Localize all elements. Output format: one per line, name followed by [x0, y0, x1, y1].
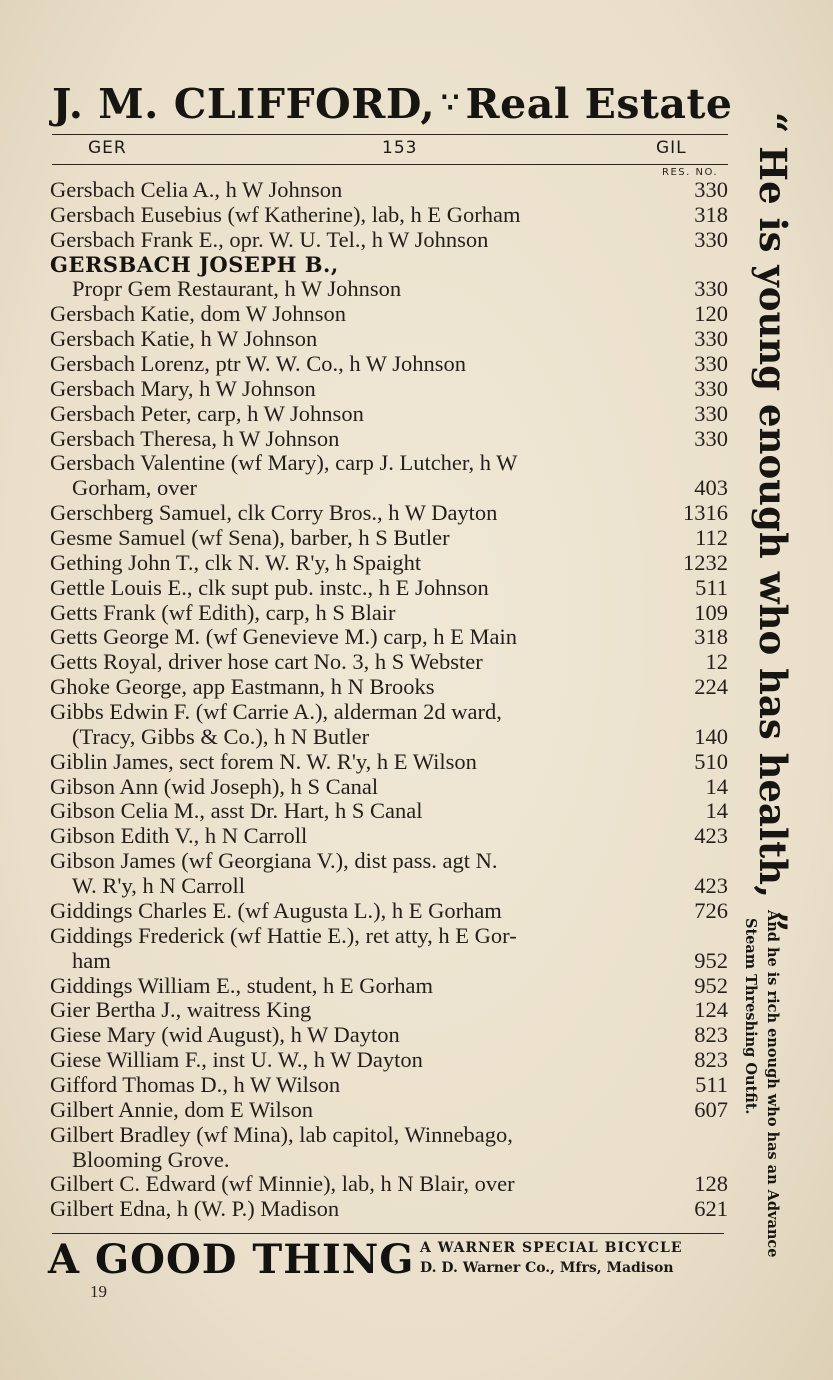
directory-entry [50, 253, 728, 303]
header-ad-name: J. M. CLIFFORD, [52, 80, 436, 128]
directory-entry [50, 1123, 728, 1173]
directory-entry [50, 302, 728, 327]
entry-text: Gersbach Peter, carp, h W Johnson [50, 400, 364, 426]
folio-number: 19 [90, 1282, 107, 1301]
entry-line [50, 675, 728, 700]
entry-line [50, 203, 728, 228]
entry-text: (Tracy, Gibbs & Co.), h N Butler [72, 723, 370, 749]
side-ad-line-2: Steam Threshing Outfit. [742, 918, 759, 1115]
residence-number: 511 [695, 1071, 728, 1097]
residence-number: 109 [694, 599, 728, 625]
residence-number: 330 [694, 375, 728, 401]
entry-line [50, 824, 728, 849]
directory-entry [50, 601, 728, 626]
side-advertisement-main: “ He is young enough who has health, ” [751, 112, 795, 933]
entry-text: Gier Bertha J., waitress King [50, 997, 312, 1023]
residence-number: 403 [694, 475, 728, 501]
directory-entry [50, 700, 728, 750]
entry-text: Gersbach Katie, dom W Johnson [50, 301, 346, 327]
residence-number: 511 [695, 574, 728, 600]
entry-text: Gibson Edith V., h N Carroll [50, 823, 308, 849]
entry-text: W. R'y, h N Carroll [72, 873, 246, 899]
entry-text: Gibson James (wf Georgiana V.), dist pass. agt N. [50, 848, 498, 874]
directory-entry [50, 824, 728, 849]
entry-text: Gersbach Katie, h W Johnson [50, 326, 318, 352]
entry-line [50, 228, 728, 253]
entry-line [50, 427, 728, 452]
entry-text: Blooming Grove. [72, 1146, 230, 1172]
directory-entry [50, 451, 728, 501]
entry-line [50, 899, 728, 924]
directory-entry [50, 501, 728, 526]
directory-entry [50, 899, 728, 924]
entry-text: Gorham, over [72, 475, 197, 501]
residence-number: 423 [694, 823, 728, 849]
residence-number: 224 [694, 674, 728, 700]
entry-line [50, 352, 728, 377]
entry-line [50, 1197, 728, 1222]
header-advertisement [52, 80, 732, 136]
residence-number: 330 [694, 177, 728, 202]
residence-number: 423 [694, 873, 728, 899]
residence-number-column-label: RES. NO. [662, 167, 719, 178]
entry-text: Gilbert C. Edward (wf Minnie), lab, h N Blair, over [50, 1171, 515, 1197]
entry-continuation-line [50, 874, 728, 899]
entry-text: Giddings William E., student, h E Gorham [50, 972, 434, 998]
entry-line [50, 576, 728, 601]
entry-line [50, 974, 728, 999]
entry-line [50, 1123, 728, 1148]
directory-entry [50, 650, 728, 675]
residence-number: 726 [694, 897, 728, 923]
entry-text: Gersbach Lorenz, ptr W. W. Co., h W Johnson [50, 351, 467, 377]
entry-text: Gersbach Mary, h W Johnson [50, 375, 316, 401]
footer-product: A WARNER SPECIAL BICYCLE [420, 1240, 683, 1256]
entry-line [50, 1048, 728, 1073]
entry-line [50, 451, 728, 476]
directory-entry [50, 675, 728, 700]
residence-number: 318 [694, 624, 728, 650]
entry-text: Giblin James, sect forem N. W. R'y, h E Wilson [50, 748, 477, 774]
entry-line [50, 1172, 728, 1197]
directory-entry [50, 750, 728, 775]
entry-text: Getts George M. (wf Genevieve M.) carp, h E Main [50, 624, 517, 650]
entry-text: Gifford Thomas D., h W Wilson [50, 1071, 341, 1097]
entry-continuation-line [50, 1148, 728, 1173]
directory-entry [50, 1098, 728, 1123]
residence-number: 330 [694, 400, 728, 426]
directory-entry [50, 974, 728, 999]
directory-entry [50, 526, 728, 551]
residence-number: 607 [694, 1096, 728, 1122]
entry-line [50, 700, 728, 725]
entry-line [50, 924, 728, 949]
entry-line [50, 1073, 728, 1098]
residence-number: 124 [694, 997, 728, 1023]
residence-number: 318 [694, 201, 728, 227]
entry-text: Gersbach Celia A., h W Johnson [50, 177, 343, 202]
footer-rule [52, 1233, 724, 1234]
entry-text: ham [72, 947, 111, 973]
directory-entry [50, 1172, 728, 1197]
directory-entry [50, 998, 728, 1023]
entry-text: Giese William F., inst U. W., h W Dayton [50, 1047, 423, 1073]
entry-line [50, 302, 728, 327]
residence-number: 621 [694, 1196, 728, 1222]
entry-continuation-line [50, 949, 728, 974]
entry-text: Propr Gem Restaurant, h W Johnson [72, 276, 402, 302]
header-rule-bottom [52, 164, 728, 165]
entry-line [50, 501, 728, 526]
header-ad-separator: ∵ [441, 86, 460, 119]
directory-entry [50, 1023, 728, 1048]
directory-entry [50, 625, 728, 650]
directory-entry [50, 427, 728, 452]
entry-text: Gersbach Frank E., opr. W. U. Tel., h W Johnson [50, 226, 489, 252]
residence-number: 1232 [683, 549, 728, 575]
entry-line [50, 178, 728, 203]
residence-number: 823 [694, 1047, 728, 1073]
directory-entry [50, 178, 728, 203]
entry-line [50, 601, 728, 626]
entry-line [50, 750, 728, 775]
entry-text: Getts Royal, driver hose cart No. 3, h S Webster [50, 649, 483, 675]
entry-text: Gething John T., clk N. W. R'y, h Spaight [50, 549, 422, 575]
directory-entry [50, 402, 728, 427]
entry-line [50, 849, 728, 874]
directory-entry [50, 1048, 728, 1073]
entry-continuation-line [50, 277, 728, 302]
residence-number: 330 [694, 276, 728, 302]
entry-line [50, 526, 728, 551]
directory-entry [50, 849, 728, 899]
residence-number: 952 [694, 947, 728, 973]
entry-line [50, 377, 728, 402]
entry-line [50, 253, 728, 278]
side-advertisement-secondary [736, 910, 782, 1330]
directory-entry [50, 327, 728, 352]
residence-number: 510 [694, 748, 728, 774]
page-number: 153 [382, 138, 418, 158]
entry-text: GERSBACH JOSEPH B., [50, 251, 339, 277]
entry-line [50, 1098, 728, 1123]
directory-entry [50, 799, 728, 824]
entry-text: Giese Mary (wid August), h W Dayton [50, 1022, 400, 1048]
entry-line [50, 998, 728, 1023]
entry-text: Gibbs Edwin F. (wf Carrie A.), alderman 2d ward, [50, 699, 502, 725]
directory-entry [50, 203, 728, 228]
entry-text: Gibson Celia M., asst Dr. Hart, h S Canal [50, 798, 423, 824]
entry-text: Getts Frank (wf Edith), carp, h S Blair [50, 599, 396, 625]
entry-text: Giddings Frederick (wf Hattie E.), ret atty, h E Gor- [50, 922, 517, 948]
residence-number: 1316 [683, 500, 728, 526]
footer-advertisement [48, 1236, 738, 1286]
directory-entry [50, 377, 728, 402]
entry-text: Gilbert Edna, h (W. P.) Madison [50, 1196, 340, 1222]
directory-entry [50, 576, 728, 601]
residence-number: 14 [705, 798, 728, 824]
entry-text: Gilbert Annie, dom E Wilson [50, 1096, 314, 1122]
entry-line [50, 327, 728, 352]
entry-line [50, 775, 728, 800]
side-ad-line-1: And he is rich enough who has an Advance [764, 910, 781, 1258]
entry-continuation-line [50, 476, 728, 501]
entry-line [50, 551, 728, 576]
entry-text: Gilbert Bradley (wf Mina), lab capitol, Winnebago, [50, 1121, 513, 1147]
header-ad-business: Real Estate [465, 80, 733, 128]
entry-text: Gersbach Eusebius (wf Katherine), lab, h E Gorham [50, 201, 521, 227]
entry-line [50, 1023, 728, 1048]
entry-text: Ghoke George, app Eastmann, h N Brooks [50, 674, 435, 700]
directory-entry [50, 775, 728, 800]
residence-number: 12 [705, 649, 728, 675]
directory-entry [50, 924, 728, 974]
directory-entries [50, 178, 728, 1222]
entry-text: Gettle Louis E., clk supt pub. instc., h E Johnson [50, 574, 489, 600]
residence-number: 330 [694, 351, 728, 377]
entry-text: Gersbach Valentine (wf Mary), carp J. Lutcher, h W [50, 450, 518, 476]
guide-word-left: GER [88, 138, 127, 158]
residence-number: 330 [694, 326, 728, 352]
residence-number: 140 [694, 723, 728, 749]
footer-slogan: A GOOD THING [48, 1236, 415, 1283]
directory-entry [50, 228, 728, 253]
residence-number: 112 [695, 525, 728, 551]
residence-number: 823 [694, 1022, 728, 1048]
entry-text: Giddings Charles E. (wf Augusta L.), h E Gorham [50, 897, 502, 923]
header-rule-top [52, 134, 728, 135]
residence-number: 330 [694, 226, 728, 252]
entry-line [50, 625, 728, 650]
residence-number: 120 [694, 301, 728, 327]
entry-line [50, 402, 728, 427]
residence-number: 14 [705, 773, 728, 799]
residence-number: 330 [694, 425, 728, 451]
entry-continuation-line [50, 725, 728, 750]
entry-text: Gerschberg Samuel, clk Corry Bros., h W Dayton [50, 500, 498, 526]
residence-number: 952 [694, 972, 728, 998]
entry-text: Gesme Samuel (wf Sena), barber, h S Butler [50, 525, 450, 551]
directory-entry [50, 551, 728, 576]
entry-text: Gersbach Theresa, h W Johnson [50, 425, 340, 451]
guide-word-right: GIL [656, 138, 687, 158]
directory-entry [50, 1073, 728, 1098]
directory-entry [50, 1197, 728, 1222]
entry-text: Gibson Ann (wid Joseph), h S Canal [50, 773, 379, 799]
residence-number: 128 [694, 1171, 728, 1197]
entry-line [50, 799, 728, 824]
directory-entry [50, 352, 728, 377]
footer-maker: D. D. Warner Co., Mfrs, Madison [420, 1260, 674, 1276]
entry-line [50, 650, 728, 675]
